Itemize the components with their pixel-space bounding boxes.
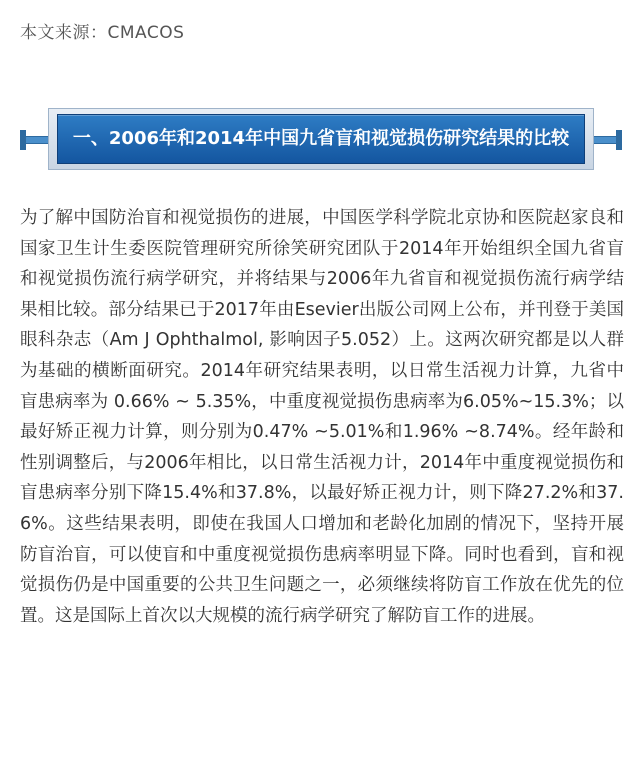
section-title: 一、2006年和2014年中国九省盲和视觉损伤研究结果的比较 bbox=[72, 128, 570, 149]
heading-rule-cap-left bbox=[20, 130, 26, 150]
source-line: 本文来源：CMACOS bbox=[20, 23, 185, 43]
heading-frame bbox=[48, 108, 594, 170]
section-heading bbox=[20, 108, 622, 172]
heading-rule-cap-right bbox=[616, 130, 622, 150]
body-paragraph: 为了解中国防治盲和视觉损伤的进展，中国医学科学院北京协和医院赵家良和国家卫生计生委医院管理研究所徐笑研究团队于2014年开始组织全国九省盲和视觉损伤流行病学研究，并将结果与2006年九省盲和视觉损伤流行病学结果相比较。部分结果已于2017年由Esevier出版公司网上公布，并刊登于美国眼科杂志（Am J Ophthalmol, 影响因子5.052）上。这两次研究都是以人群为基础的横断面研究。2014年研究结果表明，以日常生活视力计算，九省中盲患病率为 0.66% ~ 5.35%，中重度视觉损伤患病率为6.05%~15.3%；以最好矫正视力计算，则分别为0.47% ~5.01%和1.96% ~8.74%。经年龄和性别调整后，与2006年相比，以日常生活视力计，2014年中重度视觉损伤和盲患病率分别下降15.4%和37.8%，以最好矫正视力计，则下降27.2%和37.6%。这些结果表明，即使在我国人口增加和老龄化加剧的情况下，坚持开展防盲治盲，可以使盲和中重度视觉损伤患病率明显下降。同时也看到，盲和视觉损伤仍是中国重要的公共卫生问题之一，必须继续将防盲工作放在优先的位置。这是国际上首次以大规模的流行病学研究了解防盲工作的进展。 bbox=[20, 208, 624, 626]
heading-banner bbox=[57, 114, 585, 164]
